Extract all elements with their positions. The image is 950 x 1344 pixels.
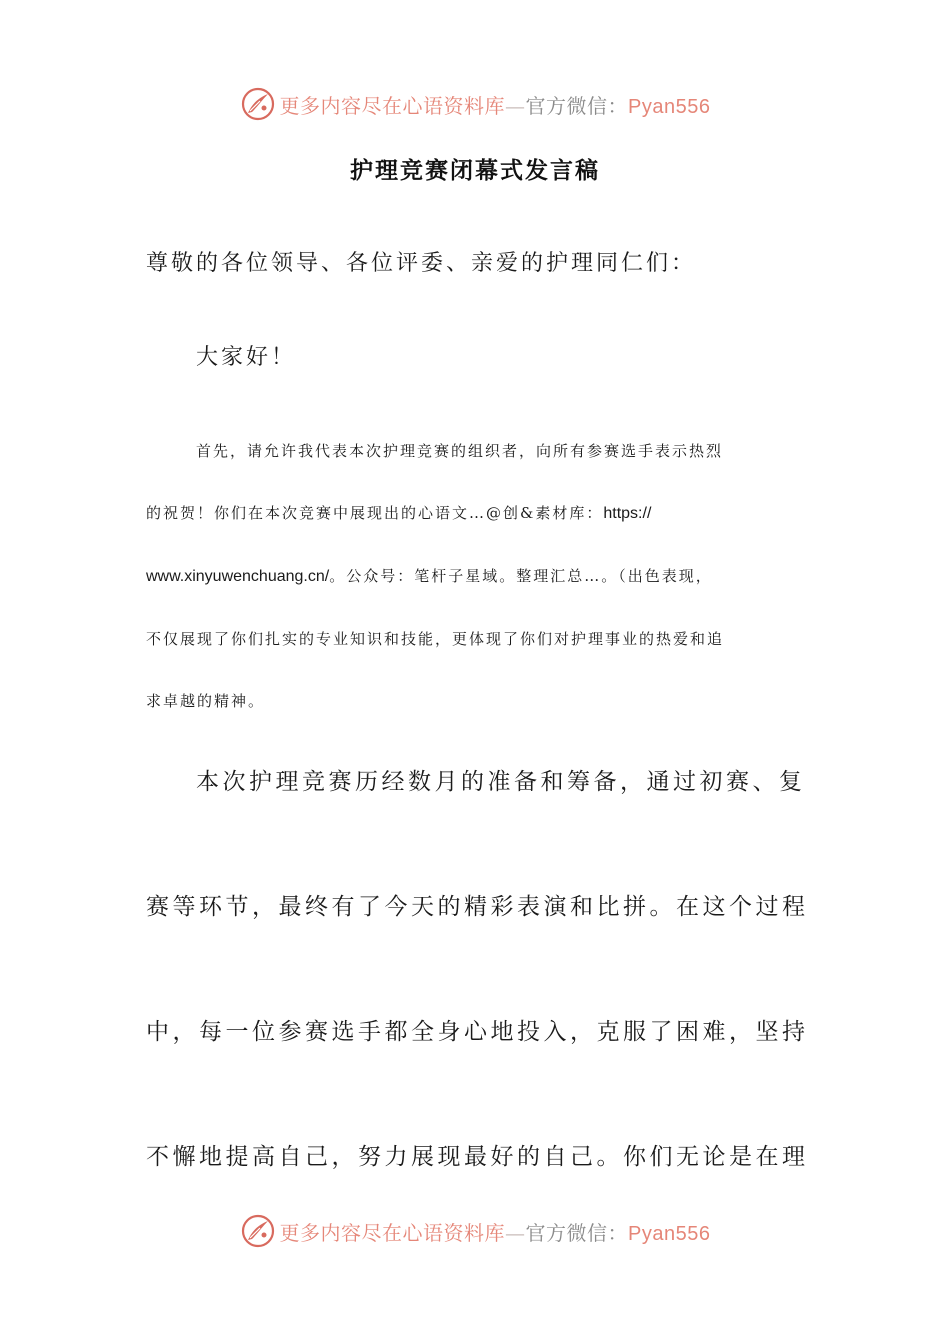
paragraph-1-line-3	[146, 545, 806, 608]
header-text	[280, 90, 711, 119]
footer-watermark	[0, 1209, 950, 1253]
header-watermark	[0, 82, 950, 126]
paragraph-2-line-2: 赛等环节，最终有了今天的精彩表演和比拼。在这个过程	[146, 894, 809, 920]
document-title: 护理竞赛闭幕式发言稿	[350, 157, 600, 184]
paragraph-2-line-1: 本次护理竞赛历经数月的准备和筹备，通过初赛、复	[196, 769, 806, 795]
paragraph-1-line-2-text: 的祝贺！你们在本次竞赛中展现出的心语文…@创&素材库：	[146, 504, 604, 522]
header-wechat: Pyan556	[628, 95, 711, 118]
footer-dash: —	[505, 1220, 526, 1245]
header-official: 官方微信：	[525, 93, 629, 118]
paragraph-2-line-3: 中，每一位参赛选手都全身心地投入，克服了困难，坚持	[146, 1019, 809, 1045]
footer-text	[280, 1217, 711, 1246]
paragraph-1-line-5: 求卓越的精神。	[146, 692, 266, 710]
hello: 大家好！	[196, 345, 297, 370]
pen-logo-icon	[240, 1213, 276, 1249]
paragraph-1-line-3-text: 。公众号：笔杆子星域。整理汇总…。（出色表现，	[329, 567, 713, 585]
greeting: 尊敬的各位领导、各位评委、亲爱的护理同仁们：	[146, 251, 697, 276]
pen-logo-icon	[240, 86, 276, 122]
paragraph-1	[146, 420, 806, 732]
paragraph-2-line-4: 不懈地提高自己，努力展现最好的自己。你们无论是在理	[146, 1144, 809, 1170]
header-main: 更多内容尽在心语资料库	[279, 93, 506, 118]
paragraph-1-line-1: 首先，请允许我代表本次护理竞赛的组织者，向所有参赛选手表示热烈	[196, 442, 724, 460]
paragraph-1-line-2	[146, 482, 806, 545]
footer-main: 更多内容尽在心语资料库	[279, 1220, 506, 1245]
paragraph-1-line-4: 不仅展现了你们扎实的专业知识和技能，更体现了你们对护理事业的热爱和追	[146, 630, 725, 648]
paragraph-1-url-part-1: https://	[603, 505, 652, 522]
paragraph-2	[146, 720, 809, 1220]
footer-official: 官方微信：	[525, 1220, 629, 1245]
footer-wechat: Pyan556	[628, 1222, 711, 1245]
paragraph-1-url-part-2: www.xinyuwenchuang.cn/	[146, 568, 330, 585]
header-dash: —	[505, 93, 526, 118]
